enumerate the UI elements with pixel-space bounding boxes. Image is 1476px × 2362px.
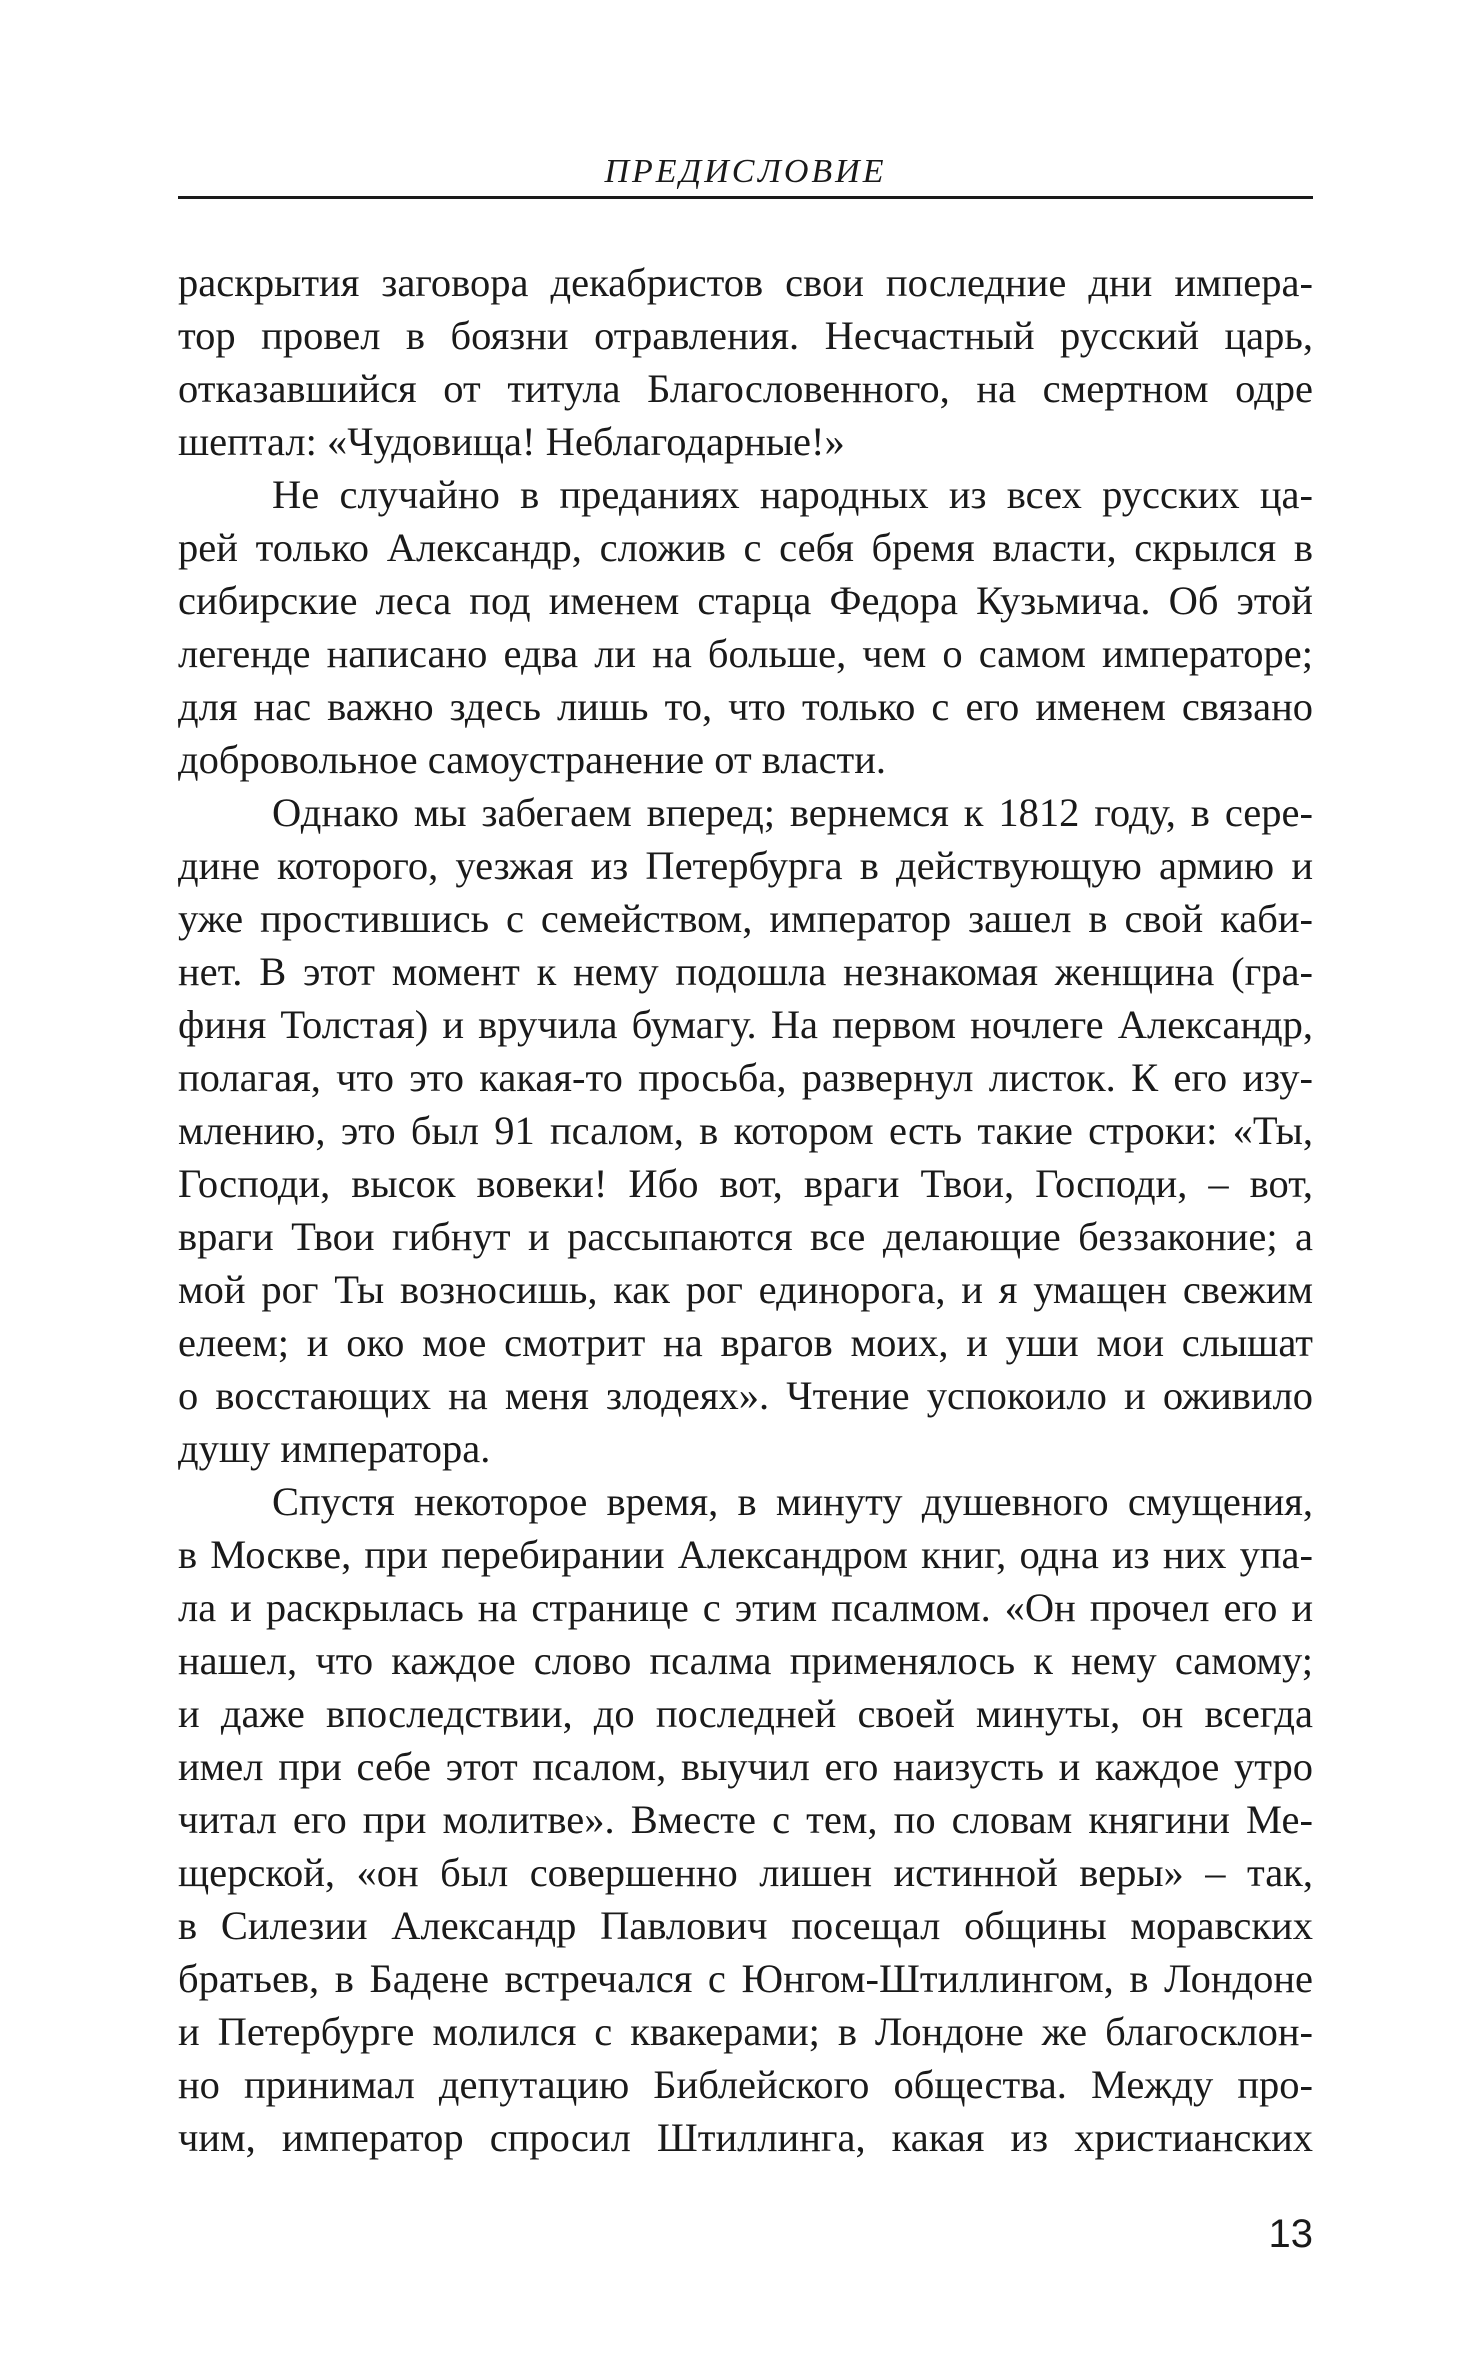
text-line: нет. В этот момент к нему подошла незнакомая женщина (гра- bbox=[178, 949, 1313, 994]
text-line: отказавшийся от титула Благословенного, на смертном одре bbox=[178, 366, 1313, 411]
text-line: имел при себе этот псалом, выучил его наизусть и каждое утро bbox=[178, 1744, 1313, 1789]
text-line: читал его при молитве». Вместе с тем, по словам княгини Ме- bbox=[178, 1797, 1313, 1842]
header-rule bbox=[178, 196, 1313, 199]
text-line: дине которого, уезжая из Петербурга в действующую армию и bbox=[178, 843, 1313, 888]
page-number: 13 bbox=[1268, 2212, 1313, 2256]
text-line: полагая, что это какая-то просьба, развернул листок. К его изу- bbox=[178, 1055, 1313, 1100]
text-line: о восстающих на меня злодеях». Чтение успокоило и оживило bbox=[178, 1373, 1313, 1418]
text-line: братьев, в Бадене встречался с Юнгом-Штиллингом, в Лондоне bbox=[178, 1956, 1313, 2001]
text-line: Господи, высок вовеки! Ибо вот, враги Твои, Господи, – вот, bbox=[178, 1161, 1313, 1206]
text-line: легенде написано едва ли на больше, чем о самом императоре; bbox=[178, 631, 1313, 676]
text-line: Не случайно в преданиях народных из всех русских ца- bbox=[272, 472, 1313, 517]
text-line: и даже впоследствии, до последней своей минуты, он всегда bbox=[178, 1691, 1313, 1736]
text-line: млению, это был 91 псалом, в котором есть такие строки: «Ты, bbox=[178, 1108, 1313, 1153]
text-line: щерской, «он был совершенно лишен истинной веры» – так, bbox=[178, 1850, 1313, 1895]
body-text bbox=[178, 256, 1313, 2164]
text-line: добровольное самоустранение от власти. bbox=[178, 737, 887, 782]
text-line: ла и раскрылась на странице с этим псалмом. «Он прочел его и bbox=[178, 1585, 1313, 1630]
text-line: мой рог Ты возносишь, как рог единорога, и я умащен свежим bbox=[178, 1267, 1313, 1312]
text-line: чим, император спросил Штиллинга, какая из христианских bbox=[178, 2115, 1313, 2160]
text-line: в Москве, при перебирании Александром книг, одна из них упа- bbox=[178, 1532, 1313, 1577]
text-line: но принимал депутацию Библейского общества. Между про- bbox=[178, 2062, 1313, 2107]
text-line: сибирские леса под именем старца Федора Кузьмича. Об этой bbox=[178, 578, 1313, 623]
text-line: в Силезии Александр Павлович посещал общины моравских bbox=[178, 1903, 1313, 1948]
text-line: Спустя некоторое время, в минуту душевного смущения, bbox=[272, 1479, 1313, 1524]
text-line: тор провел в боязни отравления. Несчастный русский царь, bbox=[178, 313, 1313, 358]
text-line: Однако мы забегаем вперед; вернемся к 1812 году, в сере- bbox=[272, 790, 1313, 835]
text-line: уже простившись с семейством, император зашел в свой каби- bbox=[178, 896, 1313, 941]
text-line: шептал: «Чудовища! Неблагодарные!» bbox=[178, 419, 845, 464]
running-head: ПРЕДИСЛОВИЕ bbox=[604, 153, 887, 190]
text-line: враги Твои гибнут и рассыпаются все делающие беззаконие; а bbox=[178, 1214, 1313, 1259]
text-line: елеем; и око мое смотрит на врагов моих, и уши мои слышат bbox=[178, 1320, 1313, 1365]
text-line: раскрытия заговора декабристов свои последние дни импера- bbox=[178, 260, 1313, 305]
text-line: финя Толстая) и вручила бумагу. На первом ночлеге Александр, bbox=[178, 1002, 1313, 1047]
text-line: для нас важно здесь лишь то, что только с его именем связано bbox=[178, 684, 1313, 729]
text-line: нашел, что каждое слово псалма применялось к нему самому; bbox=[178, 1638, 1313, 1683]
text-line: и Петербурге молился с квакерами; в Лондоне же благосклон- bbox=[178, 2009, 1313, 2054]
text-line: рей только Александр, сложив с себя бремя власти, скрылся в bbox=[178, 525, 1313, 570]
text-line: душу императора. bbox=[178, 1426, 491, 1471]
